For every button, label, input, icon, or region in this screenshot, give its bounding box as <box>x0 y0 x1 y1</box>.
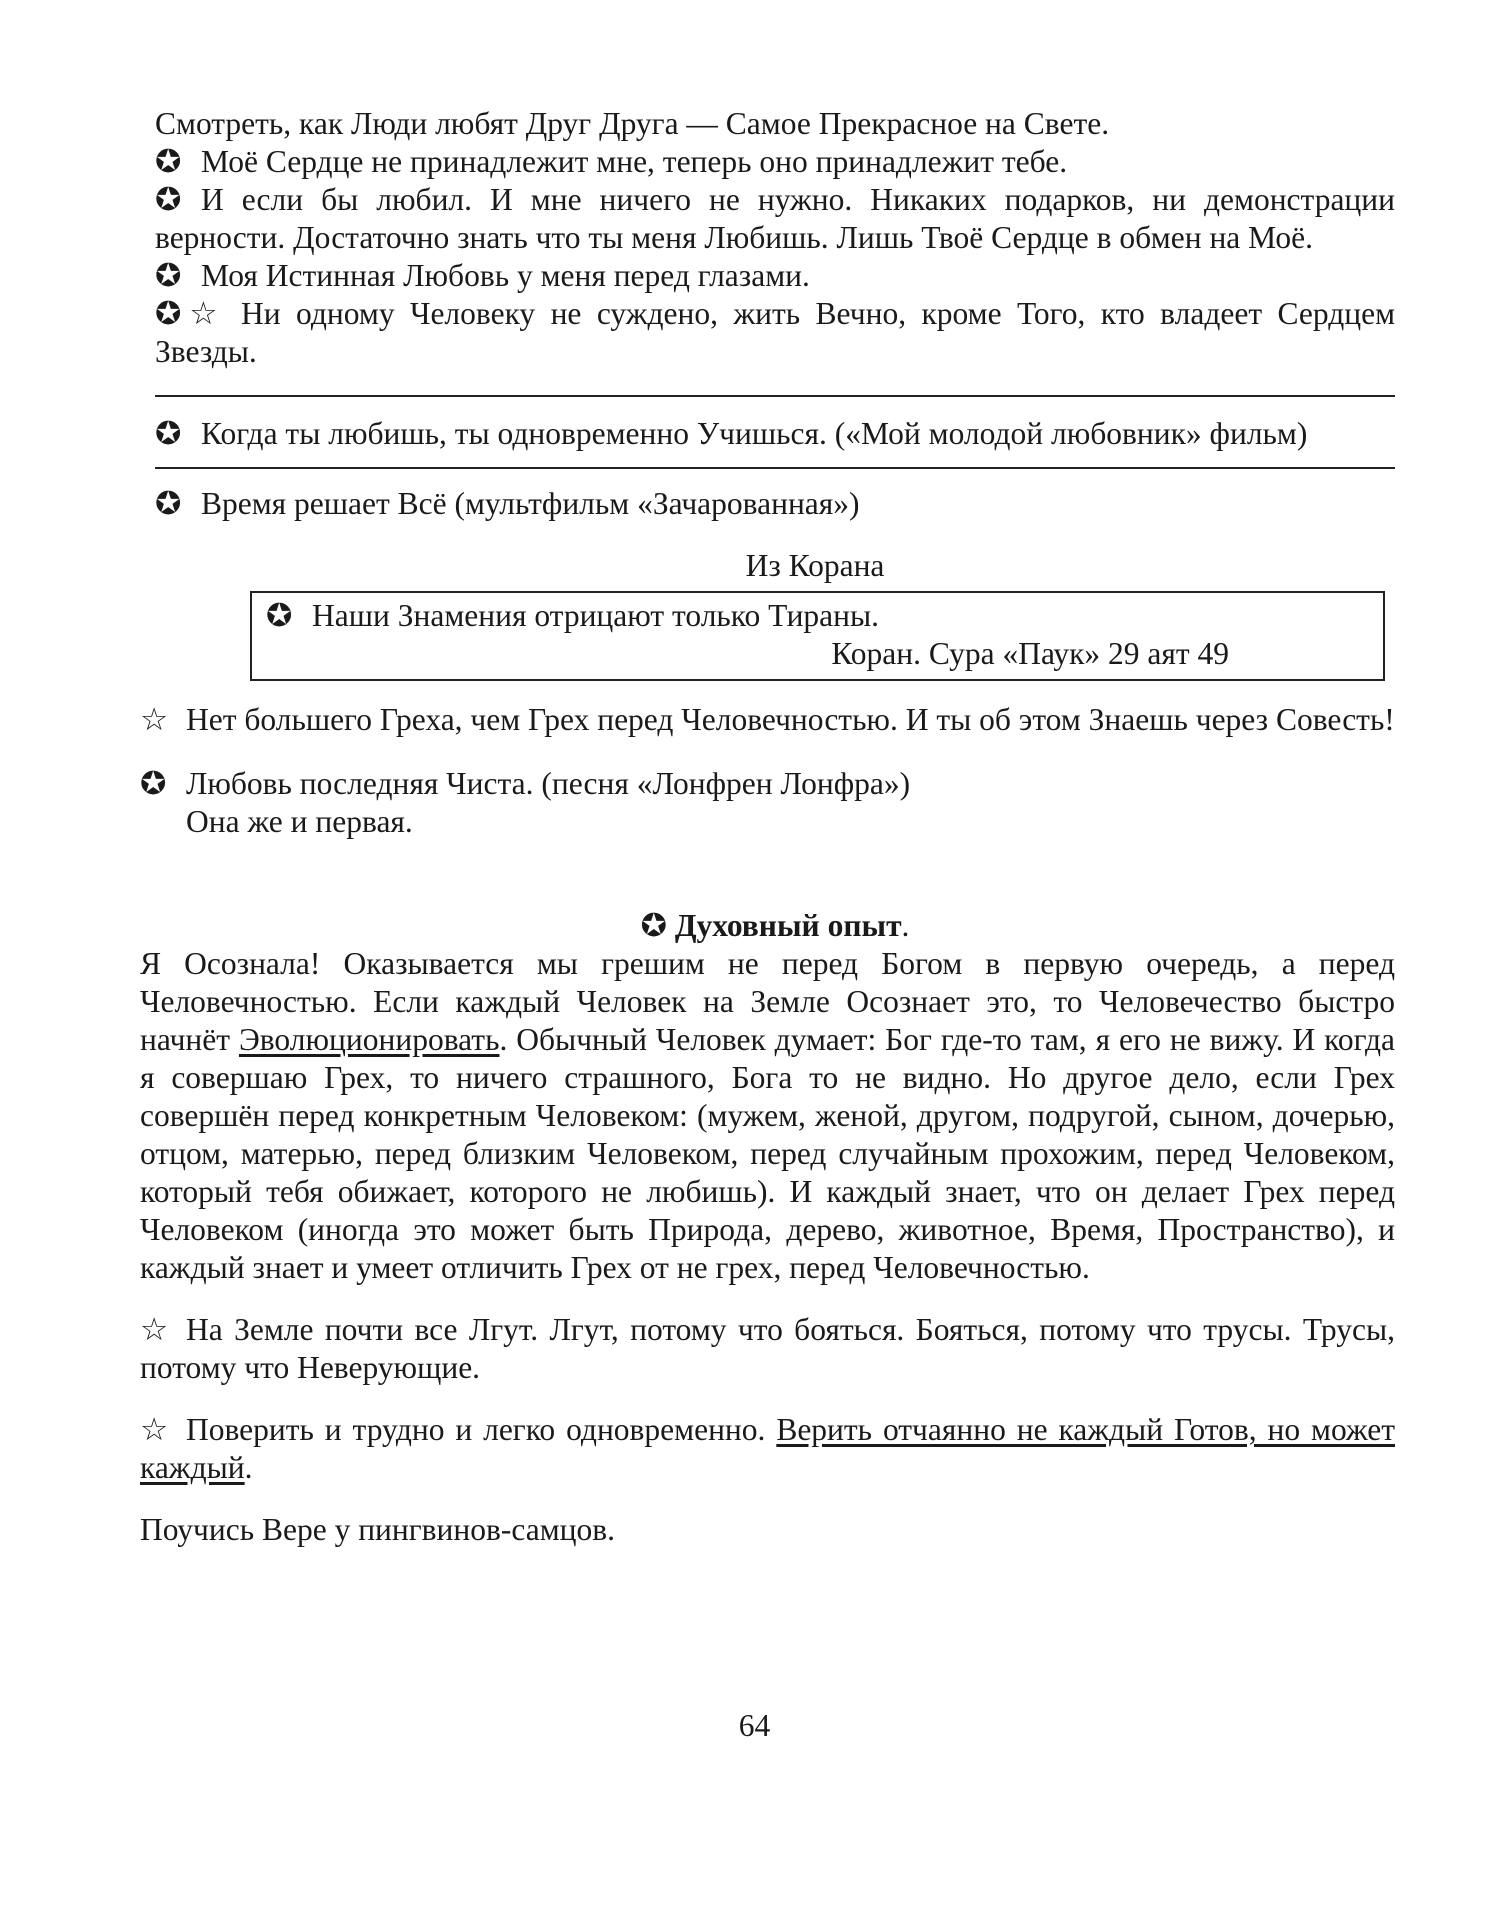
circled-star-outline-star-icon: ✪ ☆ <box>155 296 218 331</box>
list-item: ✪ Время решает Всё (мультфильм «Зачарованная») <box>155 486 860 521</box>
text-line: Смотреть, как Люди любят Друг Друга — Самое Прекрасное на Свете. <box>155 106 1110 141</box>
circled-star-icon: ✪ <box>640 908 667 943</box>
outline-star-icon: ☆ <box>140 1412 169 1447</box>
circled-star-icon: ✪ <box>155 258 182 293</box>
section-heading: ✪ Духовный опыт. <box>640 908 910 943</box>
list-item: ✪ ☆ Ни одному Человеку не суждено, жить Вечно, кроме Того, кто владеет Сердцем Звезды. <box>155 296 1395 369</box>
love-quotes-block <box>155 105 1395 371</box>
list-item: ✪ И если бы любил. И мне ничего не нужно. Никаких подарков, ни демонстрации верности. Достаточно знать что ты меня Любишь. Лишь Твоё Сердце в обмен на Моё. <box>155 182 1395 255</box>
list-item: ✪ Когда ты любишь, ты одновременно Учишься. («Мой молодой любовник» фильм) <box>155 416 1308 451</box>
list-item: ✪ Моё Сердце не принадлежит мне, теперь оно принадлежит тебе. <box>155 144 1068 179</box>
song-quote <box>140 765 1395 841</box>
circled-star-icon: ✪ <box>155 144 182 179</box>
text-line: Поучись Вере у пингвинов-самцов. <box>140 1512 616 1547</box>
circled-star-icon: ✪ <box>155 486 182 521</box>
koran-heading: Из Корана <box>745 548 885 583</box>
circled-star-icon: ✪ <box>140 766 167 801</box>
divider <box>155 467 1395 469</box>
outline-star-icon: ☆ <box>140 702 169 737</box>
list-item: ☆ Нет большего Греха, чем Грех перед Человечностью. И ты об этом Знаешь через Совесть! <box>140 702 1395 737</box>
body-paragraph: Я Осознала! Оказывается мы грешим не перед Богом в первую очередь, а перед Человечностью. Если каждый Человек на Земле Осознает это, то Человечество быстро начнёт Эволюционировать. Обычный Человек думает: Бог где-то там, я его не вижу. И когда я совершаю Грех, то ничего страшного, Бога то не видно. Но другое дело, если Грех совершён перед конкретным Человеком: (мужем, женой, другом, подругой, сыном, дочерью, отцом, матерью, перед близким Человеком, перед случайным прохожим, перед Человеком, который тебя обижает, которого не любишь). И каждый знает, что он делает Грех перед Человеком (иногда это может быть Природа, дерево, животное, Время, Пространство), и каждый знает и умеет отличить Грех от не грех, перед Человечностью. <box>140 946 1395 1285</box>
list-item: ☆ На Земле почти все Лгут. Лгут, потому что бояться. Бояться, потому что трусы. Трусы, потому что Неверующие. <box>140 1312 1395 1385</box>
koran-quote-box <box>250 591 1385 681</box>
quote-source: Коран. Сура «Паук» 29 аят 49 <box>831 636 1229 671</box>
list-item: ☆ Поверить и трудно и легко одновременно. Верить отчаянно не каждый Готов, но может каждый. <box>140 1412 1395 1485</box>
circled-star-icon: ✪ <box>155 182 182 217</box>
text-line: Она же и первая. <box>186 804 413 839</box>
document-page <box>140 105 1395 1549</box>
list-item: ✪ Любовь последняя Чиста. (песня «Лонфрен Лонфра») <box>140 766 911 801</box>
outline-star-icon: ☆ <box>140 1312 169 1347</box>
circled-star-icon: ✪ <box>155 416 182 451</box>
list-item: ✪ Моя Истинная Любовь у меня перед глазами. <box>155 258 810 293</box>
circled-star-icon: ✪ <box>266 598 293 633</box>
divider <box>155 395 1395 397</box>
page-number: 64 <box>738 1708 771 1743</box>
quote-text: ✪ Наши Знамения отрицают только Тираны. <box>266 598 880 633</box>
